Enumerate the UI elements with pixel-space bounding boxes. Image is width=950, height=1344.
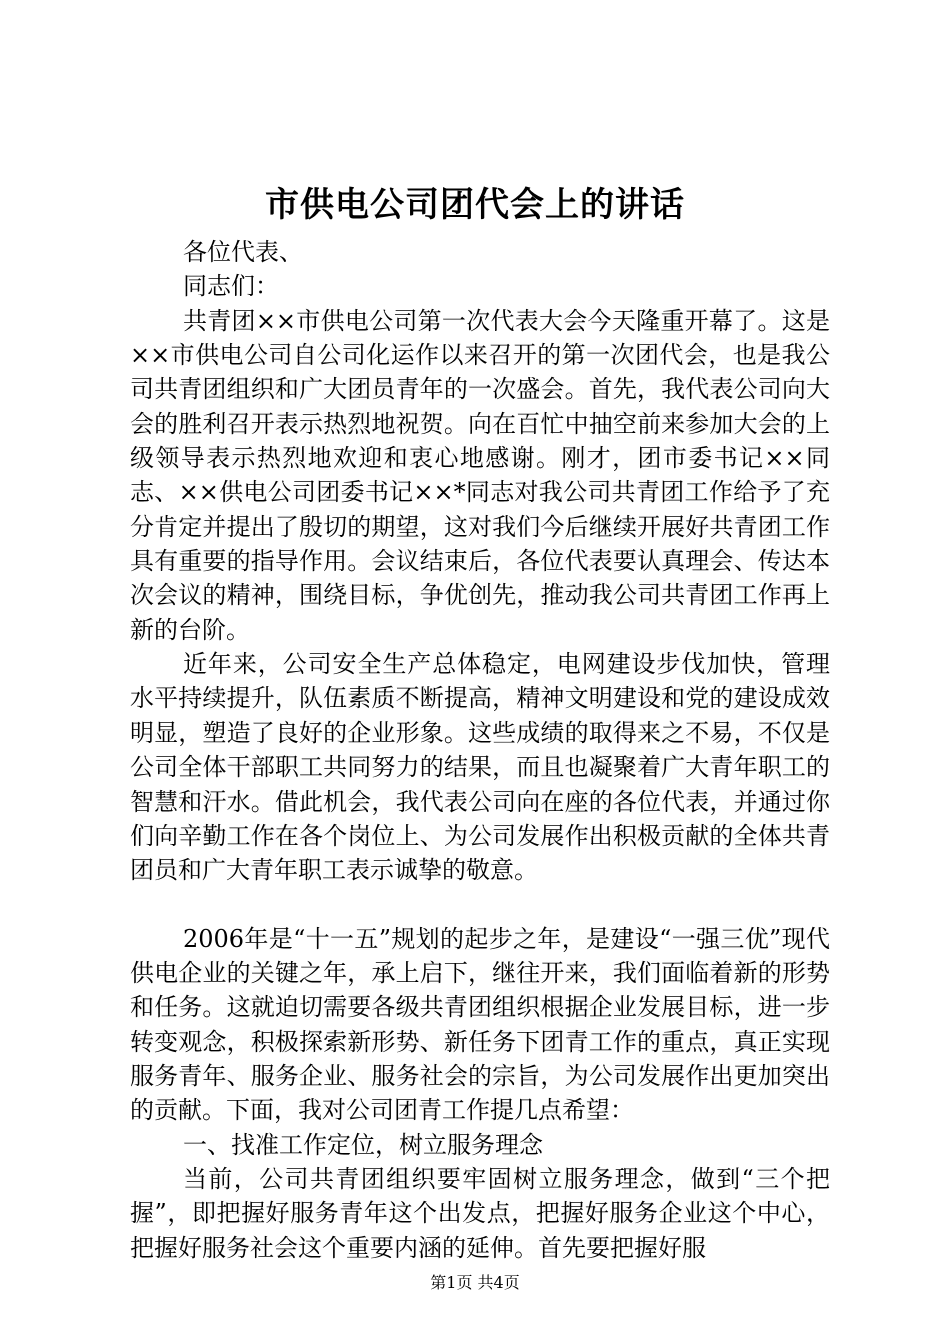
section-heading-1: 一、找准工作定位，树立服务理念: [183, 1130, 543, 1159]
paragraph-gap: [130, 888, 830, 922]
page-footer: 第1页 共4页: [430, 1273, 520, 1292]
paragraph-2006-plan: 2006年是“十一五”规划的起步之年，是建设“一强三优”现代供电企业的关键之年，承上启下，继往开来，我们面临着新的形势和任务。这就迫切需要各级共青团组织根据企业发展目标，进一步转变观念，积极探索新形势、新任务下团青工作的重点，真正实现服务青年、服务企业、服务社会的宗旨，为公司发展作出更加突出的贡献。下面，我对公司团青工作提几点希望：: [130, 924, 830, 1125]
paragraph-achievements: 近年来，公司安全生产总体稳定，电网建设步伐加快，管理水平持续提升，队伍素质不断提高，精神文明建设和党的建设成效明显，塑造了良好的企业形象。这些成绩的取得来之不易，不仅是公司全体干部职工共同努力的结果，而且也凝聚着广大青年职工的智慧和汗水。借此机会，我代表公司向在座的各位代表，并通过你们向辛勤工作在各个岗位上、为公司发展作出积极贡献的全体共青团员和广大青年职工表示诚挚的敬意。: [130, 650, 830, 885]
paragraph-service-concept: 当前，公司共青团组织要牢固树立服务理念，做到“三个把握”，即把握好服务青年这个出发点，把握好服务企业这个中心，把握好服务社会这个重要内涵的延伸。首先要把握好服: [130, 1164, 830, 1262]
paragraph-opening: 共青团××市供电公司第一次代表大会今天隆重开幕了。这是××市供电公司自公司化运作以来召开的第一次团代会，也是我公司共青团组织和广大团员青年的一次盛会。首先，我代表公司向大会的胜利召开表示热烈地祝贺。向在百忙中抽空前来参加大会的上级领导表示热烈地欢迎和衷心地感谢。刚才，团市委书记××同志、××供电公司团委书记××*同志对我公司共青团工作给予了充分肯定并提出了殷切的期望，这对我们今后继续开展好共青团工作具有重要的指导作用。会议结束后，各位代表要认真理会、传达本次会议的精神，围绕目标，争优创先，推动我公司共青团工作再上新的台阶。: [130, 306, 830, 644]
document-body: [130, 235, 830, 1265]
salutation-line-1: 各位代表、: [183, 238, 303, 266]
page-title: 市供电公司团代会上的讲话: [265, 185, 685, 225]
salutation-line-2: 同志们：: [183, 272, 279, 301]
